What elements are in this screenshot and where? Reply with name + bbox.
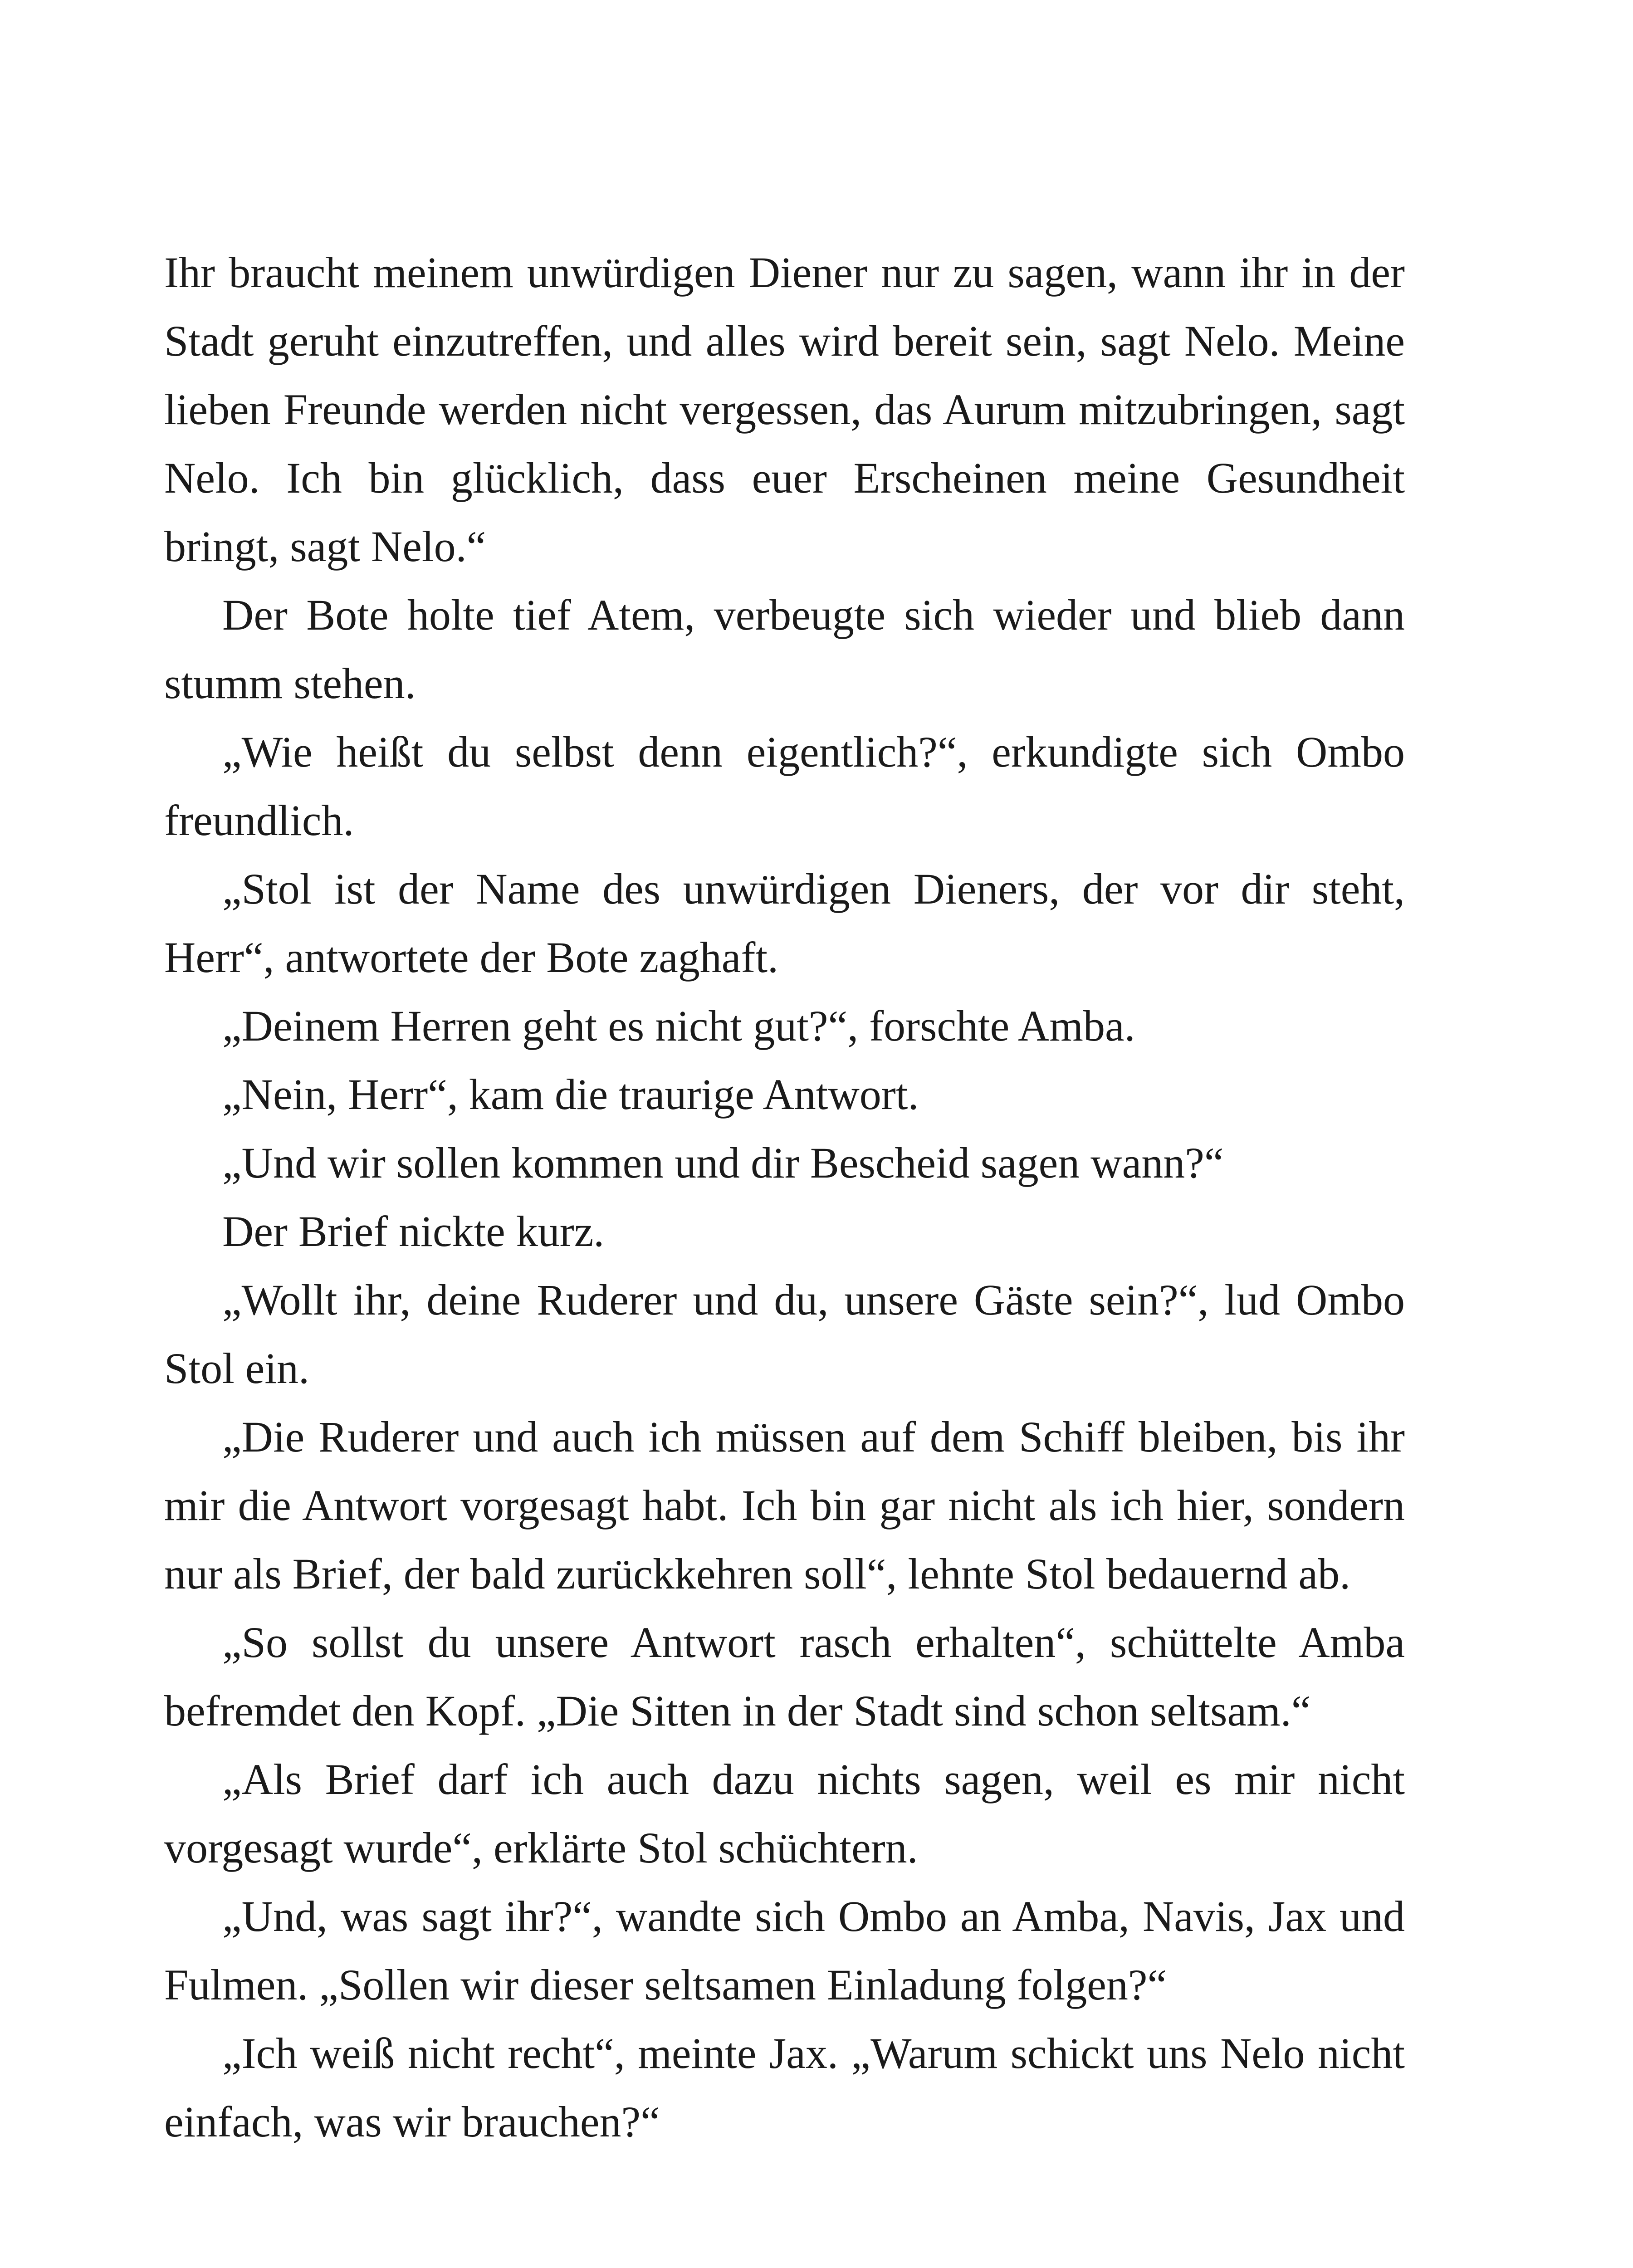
paragraph: „Deinem Herren geht es nicht gut?“, forschte Amba. (222, 1002, 1135, 1050)
paragraph: Der Brief nickte kurz. (222, 1207, 605, 1256)
paragraph: „Wollt ihr, deine Ruderer und du, unsere Gäste sein?“, lud Ombo Stol ein. (164, 1276, 1405, 1393)
paragraph: Der Bote holte tief Atem, verbeugte sich wieder und blieb dann stumm stehen. (164, 591, 1405, 708)
paragraph: Ihr braucht meinem unwürdigen Diener nur zu sagen, wann ihr in der Stadt geruht einzutreffen, und alles wird bereit sein, sagt Nelo. Meine lieben Freunde werden nicht vergessen, das Aurum mitzubringen, sagt Nelo. Ich bin glücklich, dass euer Erscheinen meine Gesundheit bringt, sagt Nelo.“ (164, 248, 1405, 571)
paragraph: „Und, was sagt ihr?“, wandte sich Ombo an Amba, Navis, Jax und Fulmen. „Sollen wir dieser seltsamen Einladung folgen?“ (164, 1892, 1405, 2009)
paragraph: „Nein, Herr“, kam die traurige Antwort. (222, 1070, 919, 1119)
paragraph: „Stol ist der Name des unwürdigen Dieners, der vor dir steht, Herr“, antwortete der Bote zaghaft. (164, 865, 1405, 982)
paragraph: „Als Brief darf ich auch dazu nichts sagen, weil es mir nicht vorgesagt wurde“, erklärte Stol schüchtern. (164, 1755, 1405, 1872)
paragraph: „Und wir sollen kommen und dir Bescheid sagen wann?“ (222, 1139, 1224, 1187)
paragraph: „Die Ruderer und auch ich müssen auf dem Schiff bleiben, bis ihr mir die Antwort vorgesagt habt. Ich bin gar nicht als ich hier, sondern nur als Brief, der bald zurückkehren soll“, lehnte Stol bedauernd ab. (164, 1413, 1405, 1598)
body-text (164, 238, 1405, 2156)
paragraph: „Ich weiß nicht recht“, meinte Jax. „Warum schickt uns Nelo nicht einfach, was wir brauchen?“ (164, 2029, 1405, 2146)
paragraph: „So sollst du unsere Antwort rasch erhalten“, schüttelte Amba befremdet den Kopf. „Die Sitten in der Stadt sind schon seltsam.“ (164, 1618, 1405, 1735)
paragraph: „Wie heißt du selbst denn eigentlich?“, erkundigte sich Ombo freundlich. (164, 728, 1405, 845)
